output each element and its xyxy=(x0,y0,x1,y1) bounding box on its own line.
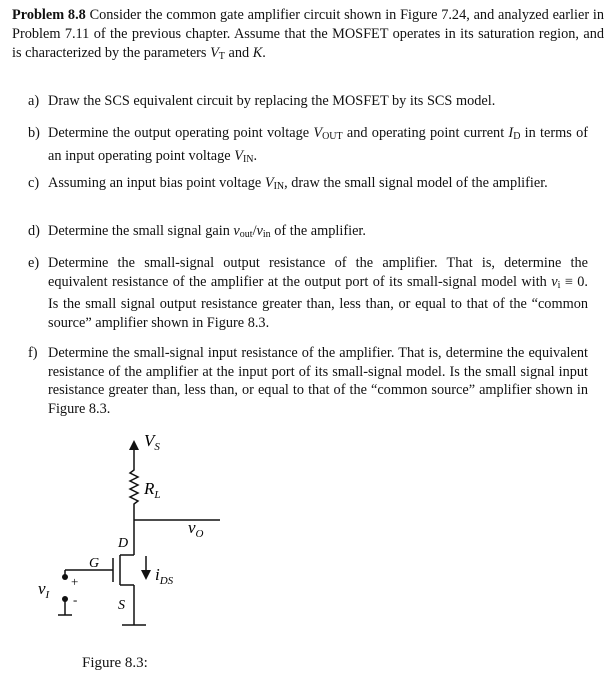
input-terminal-dot xyxy=(62,574,68,580)
source-label: S xyxy=(118,598,125,613)
plus-sign: + xyxy=(71,574,79,589)
part-a: a) Draw the SCS equivalent circuit by replacing the MOSFET by its SCS model. xyxy=(28,93,496,109)
ids-label: $i_{DS}$ xyxy=(155,565,174,587)
minus-sign: - xyxy=(73,592,78,607)
rl-label: $R_L$ xyxy=(144,479,161,501)
problem-heading: Problem 8.8 xyxy=(12,7,86,23)
vi-label: $v_I$ xyxy=(38,579,50,601)
input-terminal-dot-bottom xyxy=(62,596,68,602)
supply-arrow-icon xyxy=(129,440,139,450)
vs-label: $V_S$ xyxy=(144,431,160,453)
current-arrow-icon xyxy=(141,570,151,580)
part-d: d) Determine the small signal gain $v_{out}/v_{in}$ of the amplifier. xyxy=(28,223,366,240)
resistor-rl xyxy=(130,462,138,515)
drain-label: D xyxy=(118,536,129,551)
figure-caption: Figure 8.3: xyxy=(82,655,148,671)
problem-statement: Problem 8.8 Consider the common gate amplifier circuit shown in Figure 7.24, and analyzed earlier in Problem 7.11 of the previous chapter. Assume that the MOSFET operates in its saturation region, and is characterized by the parameters $V_T$ and K. xyxy=(12,7,604,62)
part-c: c) Assuming an input bias point voltage $V_{IN}$, draw the small signal model of the amplifier. xyxy=(28,175,548,192)
part-e: e) Determine the small-signal output resistance of the amplifier. That is, determine the equivalent resistance of the amplifier at the output port of its small-signal model with $v_i \equiv 0$. Is the small signal output resistance greater than, less than, or equal to that of the “common source” amplifier shown in Figure 8.3. xyxy=(28,255,588,331)
part-b: b) Determine the output operating point voltage $V_{OUT}$ and operating point current $I_D$ in terms of an input operating point voltage $V_{IN}$. xyxy=(28,125,588,165)
part-f: f) Determine the small-signal input resistance of the amplifier. That is, determine the equivalent resistance of the amplifier at the input port of its small-signal model. Is the small signal input resistance greater than, less than, or equal to that of the “common source” amplifier shown in Figure 8.3. xyxy=(28,345,588,417)
gate-label: G xyxy=(89,556,100,571)
vo-label: $v_O$ xyxy=(188,518,204,540)
